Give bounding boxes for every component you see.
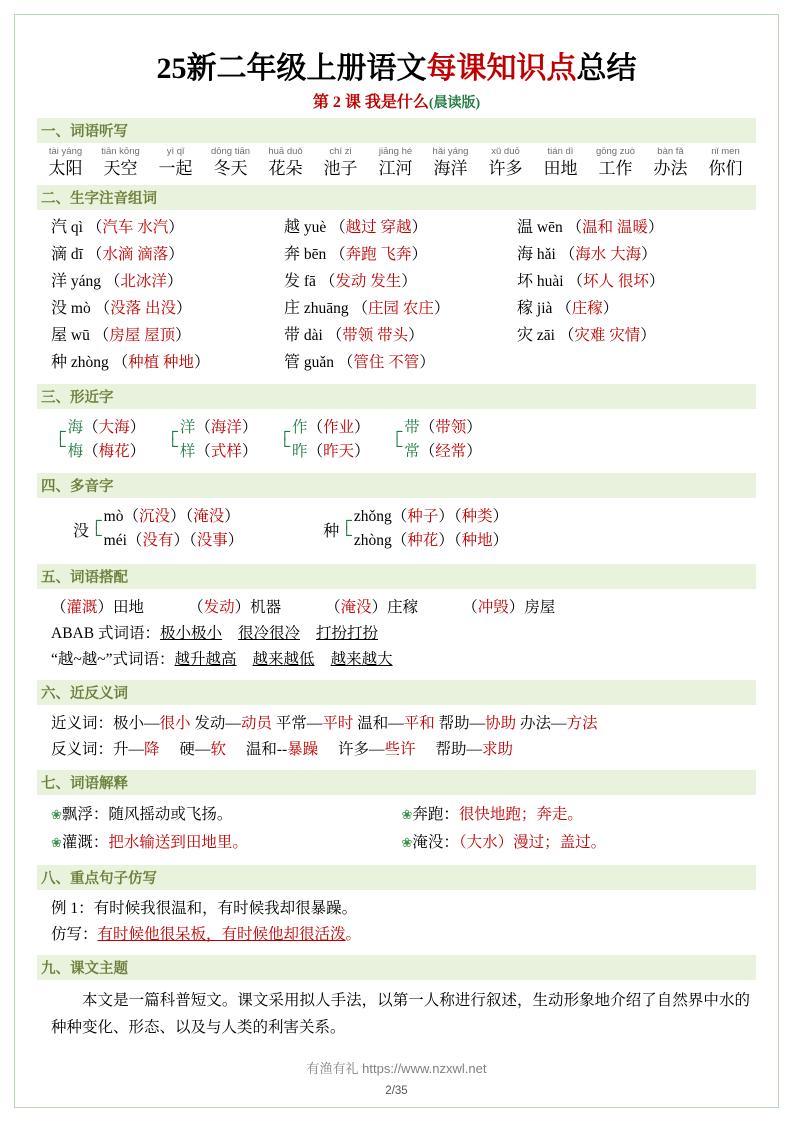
list-item: yì qǐ 一起 [158, 146, 193, 178]
definition-item: ❀飘浮：随风摇动或飞扬。 [51, 806, 233, 823]
zhuyin-item: 带 dài （带领 带头） [284, 327, 424, 344]
zhuyin-item: 发 fā （发动 发生） [284, 273, 417, 290]
flower-bullet-icon: ❀ [51, 835, 62, 850]
duoyinzi-item: 没 ┌ └ mò（沉没）（淹没） méi（没有）（没事） [73, 508, 244, 549]
xingjinzi-item: ┌ └ 海（大海） 梅（梅花） [55, 419, 146, 460]
collocation-item: （灌溉）田地 [51, 599, 145, 616]
list-item: dōng tiān 冬天 [210, 146, 251, 178]
abab-row: ABAB 式词语：极小极小 很冷很冷 打扮打扮 [51, 625, 378, 642]
zhuyin-item: 庄 zhuāng （庄园 农庄） [284, 300, 450, 317]
zhuyin-item: 没 mò （没落 出没） [51, 300, 192, 317]
zhuyin-item: 洋 yáng （北冰洋） [51, 273, 183, 290]
zhuyin-item: 稼 jià （庄稼） [517, 300, 619, 317]
section-heading-jinfanyici: 六、近反义词 [37, 680, 756, 705]
duoyinzi-group [37, 501, 756, 559]
document-page [14, 14, 779, 1108]
list-item: huā duǒ 花朵 [268, 146, 303, 178]
list-item: xǔ duō 许多 [488, 146, 523, 178]
flower-bullet-icon: ❀ [401, 835, 413, 850]
zhuyin-item: 坏 huài （坏人 很坏） [517, 273, 665, 290]
collocation-item: （发动）机器 [188, 599, 282, 616]
brace-icon: ┌ └ [279, 424, 291, 455]
zhuyin-item: 奔 bēn （奔跑 飞奔） [284, 246, 428, 263]
collocation-row [51, 595, 752, 621]
section-heading-fangxie: 八、重点句子仿写 [37, 865, 756, 890]
section-heading-dapei: 五、词语搭配 [37, 564, 756, 589]
collocation-item: （冲毁）房屋 [462, 599, 556, 616]
list-item: bàn fǎ 办法 [653, 146, 688, 178]
section-heading-zhuyin: 二、生字注音组词 [37, 185, 756, 210]
section-heading-xingjinzi: 三、形近字 [37, 384, 756, 409]
sentence-practice-block [37, 893, 756, 950]
list-item: tián dì 田地 [543, 146, 578, 178]
dictation-word-list [37, 146, 756, 180]
list-item: tiān kōng 天空 [101, 146, 140, 178]
page-subtitle [37, 89, 756, 112]
theme-block [37, 983, 756, 1041]
zhuyin-item: 海 hǎi （海水 大海） [517, 246, 657, 263]
brace-icon: ┌ └ [391, 424, 403, 455]
zhuyin-item: 温 wēn （温和 温暖） [517, 219, 664, 236]
title-part2: 总结 [576, 52, 637, 85]
list-item: jiāng hé 江河 [378, 146, 413, 178]
collocation-item: （淹没）庄稼 [325, 599, 419, 616]
zhuyin-item: 灾 zāi （灾难 灾情） [517, 327, 656, 344]
definition-item: ❀灌溉：把水输送到田地里。 [51, 834, 248, 851]
xingjinzi-item: ┌ └ 带（带领） 常（经常） [391, 419, 482, 460]
yue-row: “越~越~”式词语：越升越高 越来越低 越来越大 [51, 651, 393, 668]
zhuyin-item: 滴 dī （水滴 滴落） [51, 246, 184, 263]
xingjinzi-group [37, 412, 756, 468]
zhuyin-item: 种 zhòng （种植 种地） [51, 354, 210, 371]
zhuyin-item: 管 guǎn （管住 不管） [284, 354, 435, 371]
list-item: chí zi 池子 [323, 146, 358, 178]
zhuyin-item: 汽 qì （汽车 水汽） [51, 219, 184, 236]
zhuyin-grid [37, 213, 756, 379]
synonyms-row: 近义词：极小—很小 发动—动员 平常—平时 温和—平和 帮助—协助 办法—方法 [51, 715, 598, 732]
theme-paragraph: 本文是一篇科普短文。课文采用拟人手法，以第一人称进行叙述，生动形象地介绍了自然界中水的种种变化、形态、以及与人类的利害关系。 [51, 992, 750, 1036]
section-heading-jieshi: 七、词语解释 [37, 770, 756, 795]
antonyms-row: 反义词：升—降 硬—软 温和--暴躁 许多—些许 帮助—求助 [51, 741, 513, 758]
brace-icon: ┌ └ [91, 513, 102, 544]
imitation-row: 仿写：有时候他很呆板，有时候他却很活泼。 [51, 926, 362, 943]
list-item: tài yáng 太阳 [48, 146, 83, 178]
page-title [37, 43, 756, 87]
list-item: nǐ men 你们 [708, 146, 743, 178]
definition-item: ❀淹没：（大水）漫过；盖过。 [401, 834, 607, 851]
title-part1: 25新二年级上册语文 [156, 52, 427, 85]
example-row: 例 1：有时候我很温和，有时候我却很暴躁。 [51, 900, 358, 917]
brace-icon: ┌ └ [341, 513, 352, 544]
list-item: gōng zuò 工作 [595, 146, 636, 178]
xingjinzi-item: ┌ └ 洋（海洋） 样（式样） [167, 419, 258, 460]
list-item: hǎi yáng 海洋 [432, 146, 469, 178]
subtitle-note: (晨读版) [428, 96, 481, 111]
duoyinzi-item: 种 ┌ └ zhǒng（种子）（种类） zhòng（种花）（种地） [323, 508, 509, 549]
brace-icon: ┌ └ [55, 424, 66, 455]
subtitle-main: 第 2 课 我是什么 [312, 94, 429, 111]
zhuyin-item: 越 yuè （越过 穿越） [284, 219, 428, 236]
section-heading-duoyinzi: 四、多音字 [37, 473, 756, 498]
flower-bullet-icon: ❀ [51, 807, 62, 822]
page-number: 2/35 [385, 1085, 408, 1097]
zhuyin-item: 屋 wū （房屋 屋顶） [51, 327, 191, 344]
synonyms-block [37, 708, 756, 765]
watermark: 有渔有礼 https://www.nzxwl.net [306, 1061, 487, 1076]
section-heading-dictation: 一、词语听写 [37, 118, 756, 143]
xingjinzi-item: ┌ └ 作（作业） 昨（昨天） [279, 419, 370, 460]
section-heading-zhuti: 九、课文主题 [37, 955, 756, 980]
dapei-block [37, 592, 756, 675]
brace-icon: ┌ └ [167, 424, 178, 455]
definition-item: ❀奔跑：很快地跑；奔走。 [401, 806, 583, 823]
title-highlight: 每课知识点 [426, 52, 577, 85]
flower-bullet-icon: ❀ [401, 807, 413, 822]
definitions-grid [37, 798, 756, 860]
